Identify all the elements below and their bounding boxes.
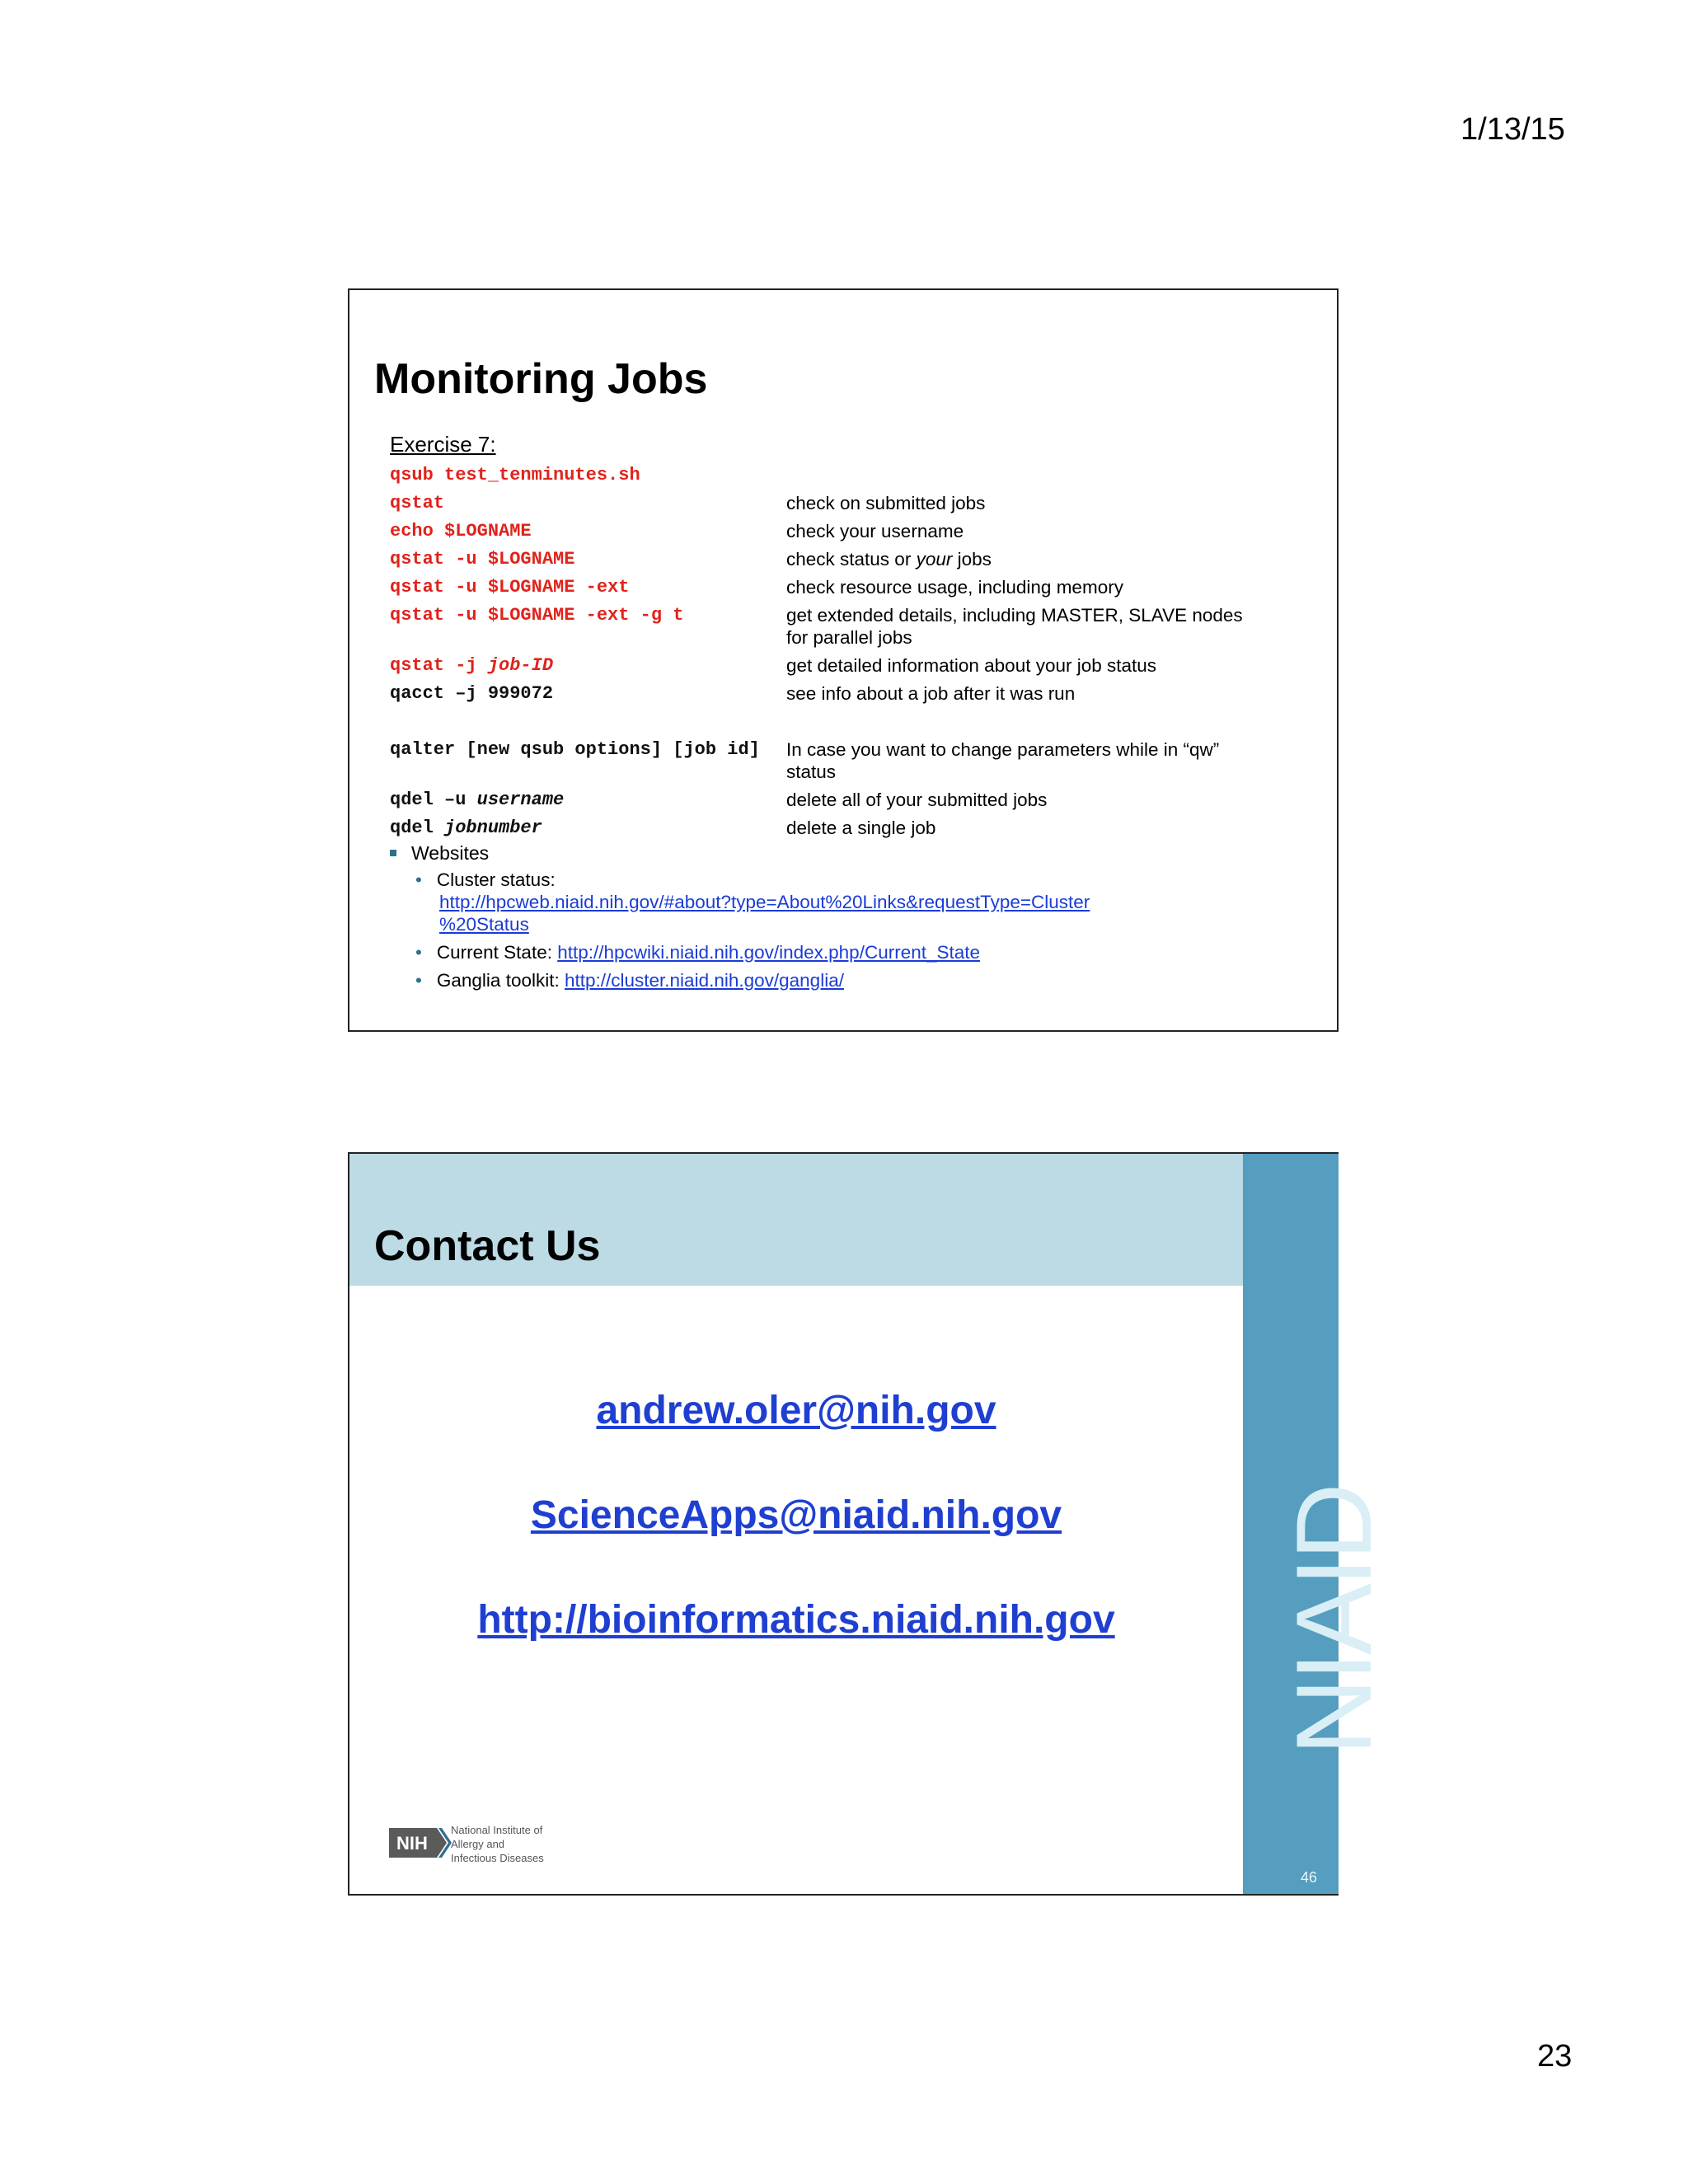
website-item-ganglia: • Ganglia toolkit: http://cluster.niaid.nih.gov/ganglia/ — [415, 970, 844, 991]
command-echo-logname: echo $LOGNAME — [390, 521, 532, 541]
command-qacct: qacct –j 999072 — [390, 683, 554, 704]
website-link-bioinformatics[interactable]: http://bioinformatics.niaid.nih.gov — [477, 1598, 1115, 1642]
slide-monitoring-jobs — [348, 288, 1339, 1032]
bullet-dot-icon: • — [415, 869, 422, 890]
slide-number: 46 — [1301, 1869, 1318, 1886]
description-qalter: In case you want to change parameters while in “qw” status — [786, 739, 1220, 782]
cluster-status-link[interactable]: http://hpcweb.niaid.nih.gov/#about?type=About%20Links&requestType=Cluster %20Status — [439, 892, 1090, 935]
email-link-andrew[interactable]: andrew.oler@nih.gov — [596, 1389, 996, 1432]
command-qalter: qalter [new qsub options] [job id] — [390, 739, 760, 760]
niaid-vertical-logo: NIAID — [1273, 1486, 1394, 1755]
description-qacct: see info about a job after it was run — [786, 683, 1076, 704]
nih-logo-text: NIH — [396, 1833, 428, 1854]
website-item-cluster-status: • Cluster status: http://hpcweb.niaid.nih.gov/#about?type=About%20Links&requestType=Cluster %20Status — [415, 869, 1090, 935]
square-bullet-icon — [390, 850, 396, 856]
bullet-dot-icon: • — [415, 970, 422, 991]
command-qstat: qstat — [390, 493, 445, 513]
description-qstat: check on submitted jobs — [786, 493, 986, 513]
description-qdel-u: delete all of your submitted jobs — [786, 790, 1048, 810]
command-qstat-ext: qstat -u $LOGNAME -ext — [390, 577, 630, 598]
bullet-dot-icon: • — [415, 942, 422, 963]
page-number: 23 — [1537, 2039, 1573, 2074]
current-state-link[interactable]: http://hpcwiki.niaid.nih.gov/index.php/Current_State — [557, 942, 981, 963]
description-qstat-ext-g: get extended details, including MASTER, SLAVE nodes for parallel jobs — [786, 605, 1243, 648]
command-qstat-u: qstat -u $LOGNAME — [390, 549, 575, 569]
slide-title: Monitoring Jobs — [374, 355, 708, 403]
description-qstat-u: check status or your jobs — [786, 549, 992, 569]
command-qstat-ext-g: qstat -u $LOGNAME -ext -g t — [390, 605, 684, 626]
ganglia-link[interactable]: http://cluster.niaid.nih.gov/ganglia/ — [564, 970, 844, 991]
websites-bullet: Websites — [390, 842, 489, 865]
command-qdel-u: qdel –u username — [390, 790, 565, 810]
website-item-current-state: • Current State: http://hpcwiki.niaid.nih.gov/index.php/Current_State — [415, 942, 981, 963]
description-qstat-j: get detailed information about your job status — [786, 655, 1157, 676]
command-qsub: qsub test_tenminutes.sh — [390, 465, 640, 485]
description-qstat-ext: check resource usage, including memory — [786, 577, 1123, 598]
slide-title: Contact Us — [374, 1222, 601, 1270]
email-link-scienceapps[interactable]: ScienceApps@niaid.nih.gov — [530, 1493, 1062, 1537]
description-echo-logname: check your username — [786, 521, 964, 541]
header-date: 1/13/15 — [1461, 112, 1565, 147]
description-qdel: delete a single job — [786, 818, 936, 838]
command-qstat-j: qstat -j job-ID — [390, 655, 554, 676]
exercise-label: Exercise 7: — [390, 432, 496, 457]
nih-institute-name: National Institute of Allergy and Infectious Diseases — [451, 1824, 544, 1864]
command-qdel: qdel jobnumber — [390, 818, 542, 838]
nih-logo-icon — [389, 1823, 448, 1863]
slide-contact-us — [348, 1152, 1394, 1896]
